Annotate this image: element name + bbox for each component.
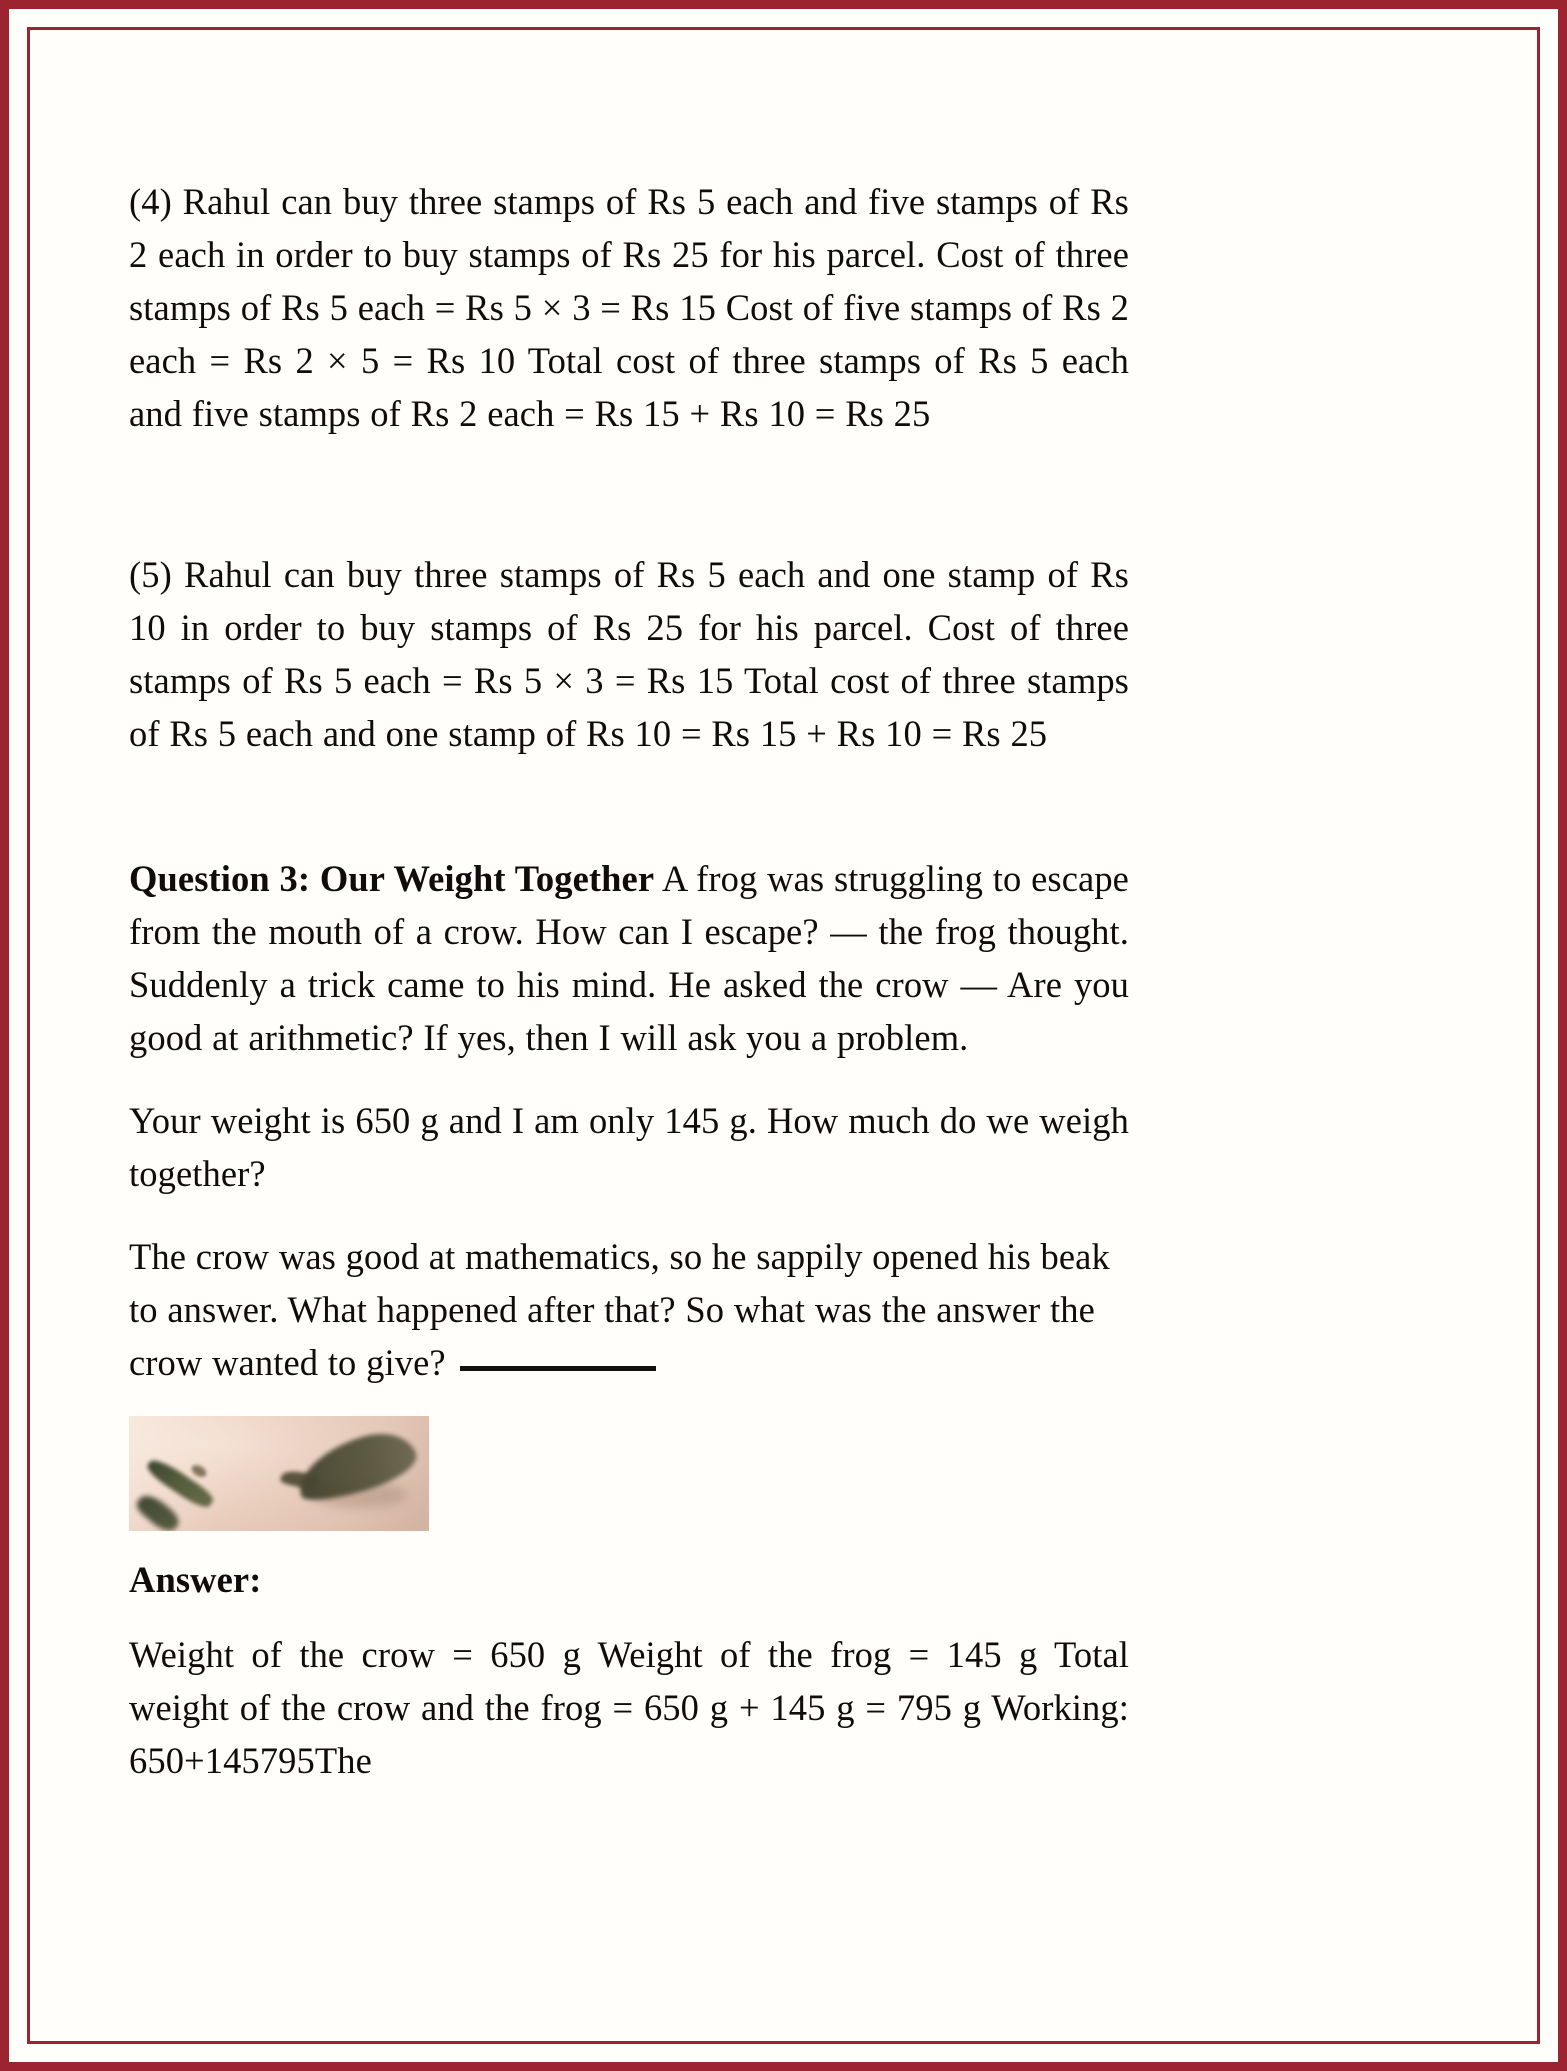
figure-crow-frog [129,1416,429,1531]
paragraph-weights: Your weight is 650 g and I am only 145 g. How much do we weigh together? [129,1100,1129,1194]
spacer-1 [129,440,1129,548]
figure-image [129,1416,429,1531]
question-3-intro: A frog was struggling to escape from the mouth of a crow. How can I escape? — the frog thought. Suddenly a trick came to his mind. He asked the crow — Are you good at arithmetic? If yes, then I will ask you a problem. [129,858,1129,1058]
paragraph-followup-text: The crow was good at mathematics, so he sappily opened his beak to answer. What happened after that? So what was the answer the crow wanted to give? [129,1236,1110,1383]
answer-blank-line[interactable] [460,1366,656,1371]
answer-label [129,1553,1129,1606]
answer-label-text: Answer: [129,1559,262,1600]
spacer-6 [129,1606,1129,1628]
page-inner-rule [27,27,1540,2044]
paragraph-answer: Weight of the crow = 650 g Weight of the frog = 145 g Total weight of the crow and the frog = 650 g + 145 g = 795 g Working: 650+145795The [129,1634,1129,1781]
page-border-gap [9,9,1558,2062]
spacer-4 [129,1200,1129,1230]
paragraph-question-3 [129,852,1129,1064]
paragraph-item-4: (4) Rahul can buy three stamps of Rs 5 each and five stamps of Rs 2 each in order to buy stamps of Rs 25 for his parcel. Cost of three stamps of Rs 5 each = Rs 5 × 3 = Rs 15 Cost of five stamps of Rs 2 each = Rs 2 × 5 = Rs 10 Total cost of three stamps of Rs 5 each and five stamps of Rs 2 each = Rs 15 + Rs 10 = Rs 25 [129,181,1129,434]
spacer-5 [129,1531,1129,1553]
spacer-2 [129,760,1129,852]
question-3-heading: Question 3: Our Weight Together [129,858,655,899]
paragraph-item-5: (5) Rahul can buy three stamps of Rs 5 each and one stamp of Rs 10 in order to buy stamps of Rs 25 for his parcel. Cost of three stamps of Rs 5 each = Rs 5 × 3 = Rs 15 Total cost of three stamps of Rs 5 each and one stamp of Rs 10 = Rs 15 + Rs 10 = Rs 25 [129,554,1129,754]
document-content [129,175,1129,1787]
paragraph-followup [129,1230,1129,1389]
spacer-3 [129,1064,1129,1094]
